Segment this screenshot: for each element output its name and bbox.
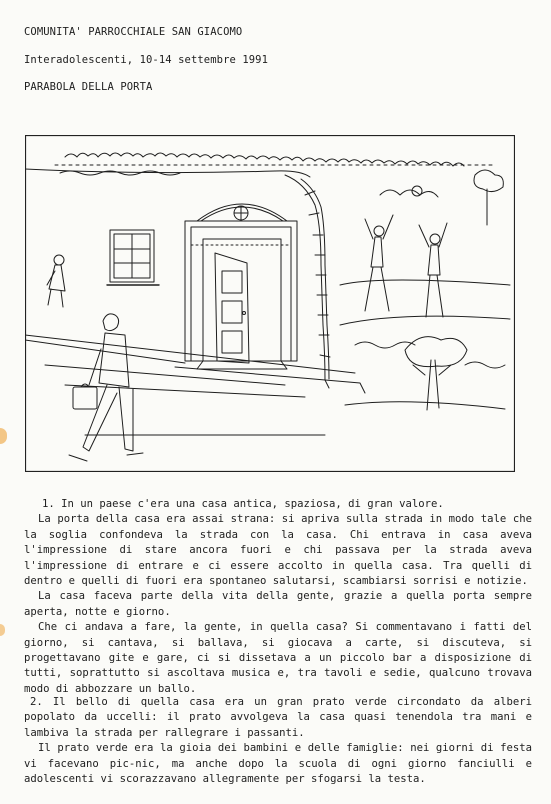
woman-walking (47, 255, 65, 307)
header-parable-title: PARABOLA DELLA PORTA (24, 81, 153, 93)
section-2 (24, 695, 532, 787)
header-event-dates: Interadolescenti, 10-14 settembre 1991 (24, 54, 269, 66)
garden-trees (340, 170, 510, 410)
section1-paragraph-2: La porta della casa era assai strana: si apriva sulla strada in modo tale che la soglia confondeva la strada con la casa. Chi entrava in casa aveva l'impressione di stare ancora fuori e chi passava per la strada aveva l'impressione di entrare e ci essere accolto in quella casa. Tra quelli di dentro e quelli di fuori era spontaneo salutarsi, scambiarsi sorrisi e notizie. (24, 513, 532, 588)
section1-paragraph-3: La casa faceva parte della vita della gente, grazie a quella porta sempre aperta, notte e giorno. (24, 590, 532, 618)
background-treeline (65, 153, 464, 166)
road-edge (45, 365, 285, 385)
section2-paragraph-2: Il prato verde era la gioia dei bambini e delle famiglie: nei giorni di festa vi facevano pic-nic, ma anche dopo la scuola di ogni giorno fanciulli e adolescenti vi scorazzavano allegramente per sfogarsi la testa. (24, 742, 532, 786)
section-1 (24, 497, 532, 697)
section1-paragraph-1: 1. In un paese c'era una casa antica, spaziosa, di gran valore. (42, 498, 444, 510)
section1-paragraph-4: Che ci andava a fare, la gente, in quella casa? Si commentavano i fatti del giorno, si cantava, si ballava, si giocava a carte, si discuteva, si progettavano gite e gare, ci si dissetava a un piccolo bar a disposizione di tutti, soprattutto si ascoltava musica e, tra tavoli e sedie, qualcuno trovava modo di abbozzare un ballo. (24, 621, 532, 695)
paper-stain (0, 624, 5, 636)
garden-players (365, 186, 447, 317)
header-parish-name: COMUNITA' PARROCCHIALE SAN GIACOMO (24, 26, 243, 38)
house-roofline (25, 169, 310, 177)
paper-stain (0, 428, 7, 444)
open-door (215, 253, 249, 363)
door-frame (185, 221, 297, 361)
man-with-suitcase (69, 314, 143, 461)
parable-illustration (25, 135, 515, 472)
section2-paragraph-1: 2. Il bello di quella casa era un gran prato verde circondato da alberi popolato da uccelli: il prato avvolgeva la casa quasi tenendola tra mani e lambiva la strada per rallegrare i passanti. (24, 696, 532, 739)
stone-arch (285, 175, 329, 388)
